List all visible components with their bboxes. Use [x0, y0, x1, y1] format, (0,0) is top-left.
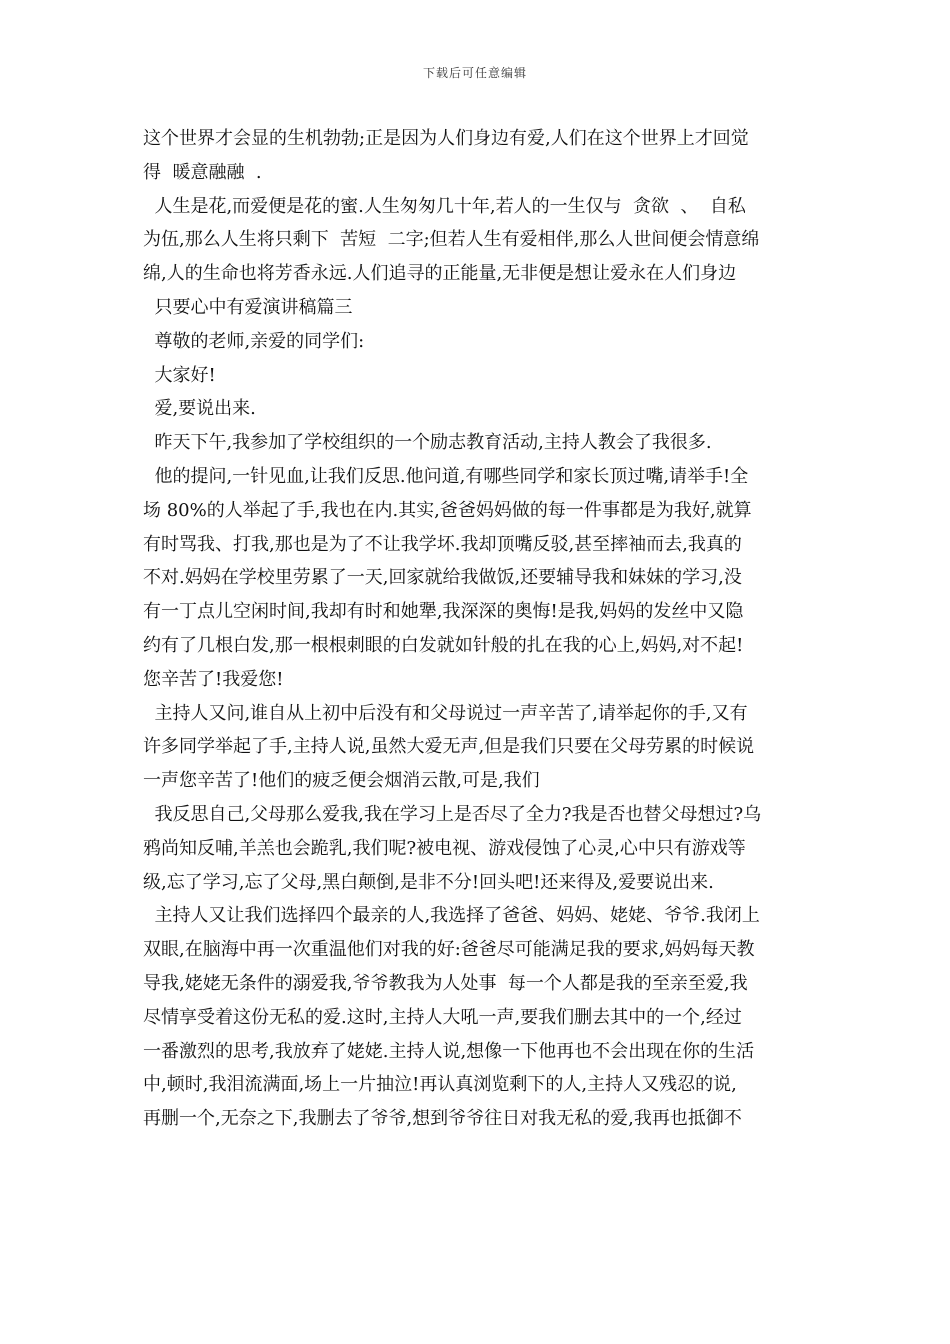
- text-line: 有一丁点儿空闲时间,我却有时和她犟,我深深的奥悔!是我,妈妈的发丝中又隐: [143, 601, 744, 623]
- text-line: 不对.妈妈在学校里劳累了一天,回家就给我做饭,还要辅导我和妹妹的学习,没: [143, 567, 742, 589]
- text-line: 一声您辛苦了!他们的疲乏便会烟消云散,可是,我们: [143, 770, 540, 792]
- text-line: 中,顿时,我泪流满面,场上一片抽泣!再认真浏览剩下的人,主持人又残忍的说,: [143, 1074, 737, 1096]
- text-line: 得 暖意融融 .: [143, 161, 262, 183]
- text-line: 爱,要说出来.: [143, 398, 256, 420]
- text-line: 您辛苦了!我爱您!: [143, 668, 284, 690]
- document-body: [143, 122, 813, 1136]
- text-line: 场 80%的人举起了手,我也在内.其实,爸爸妈妈做的每一件事都是为我好,就算: [143, 499, 752, 521]
- text-line: 有时骂我、打我,那也是为了不让我学坏.我却顶嘴反驳,甚至摔袖而去,我真的: [143, 533, 742, 555]
- greeting: 大家好!: [143, 364, 216, 386]
- text-line: 级,忘了学习,忘了父母,黑白颠倒,是非不分!回头吧!还来得及,爱要说出来.: [143, 871, 714, 893]
- text-line: 这个世界才会显的生机勃勃;正是因为人们身边有爱,人们在这个世界上才回觉: [143, 128, 749, 149]
- text-line: 为伍,那么人生将只剩下 苦短 二字;但若人生有爱相伴,那么人世间便会情意绵: [143, 229, 760, 251]
- text-line: 许多同学举起了手,主持人说,虽然大爱无声,但是我们只要在父母劳累的时候说: [143, 736, 755, 758]
- text-line: 鸦尚知反哺,羊羔也会跪乳,我们呢?被电视、游戏侵蚀了心灵,心中只有游戏等: [143, 837, 746, 859]
- text-line: 尽情享受着这份无私的爱.这时,主持人大吼一声,要我们删去其中的一个,经过: [143, 1006, 742, 1028]
- text-line: 约有了几根白发,那一根根刺眼的白发就如针般的扎在我的心上,妈妈,对不起!: [143, 634, 744, 656]
- text-line: 他的提问,一针见血,让我们反思.他问道,有哪些同学和家长顶过嘴,请举手!全: [143, 465, 749, 487]
- text-line: 我反思自己,父母那么爱我,我在学习上是否尽了全力?我是否也替父母想过?乌: [143, 803, 762, 825]
- text-line: 人生是花,而爱便是花的蜜.人生匆匆几十年,若人的一生仅与 贪欲 、 自私: [143, 195, 746, 217]
- text-line: 绵,人的生命也将芳香永远.人们追寻的正能量,无非便是想让爱永在人们身边: [143, 263, 737, 285]
- salutation: 尊敬的老师,亲爱的同学们:: [143, 330, 365, 352]
- text-line: 导我,姥姥无条件的溺爱我,爷爷教我为人处事 每一个人都是我的至亲至爱,我: [143, 972, 748, 994]
- page-header: 下载后可任意编辑: [422, 66, 527, 80]
- text-line: 主持人又问,谁自从上初中后没有和父母说过一声辛苦了,请举起你的手,又有: [143, 702, 748, 724]
- text-line: 昨天下午,我参加了学校组织的一个励志教育活动,主持人教会了我很多.: [143, 432, 712, 454]
- text-line: 双眼,在脑海中再一次重温他们对我的好:爸爸尽可能满足我的要求,妈妈每天教: [143, 939, 755, 961]
- text-line: 一番激烈的思考,我放弃了姥姥.主持人说,想像一下他再也不会出现在你的生活: [143, 1040, 755, 1062]
- section-title: 只要心中有爱演讲稿篇三: [143, 296, 353, 318]
- text-line: 再删一个,无奈之下,我删去了爷爷,想到爷爷往日对我无私的爱,我再也抵御不: [143, 1108, 742, 1130]
- text-line: 主持人又让我们选择四个最亲的人,我选择了爸爸、妈妈、姥姥、爷爷.我闭上: [143, 905, 760, 927]
